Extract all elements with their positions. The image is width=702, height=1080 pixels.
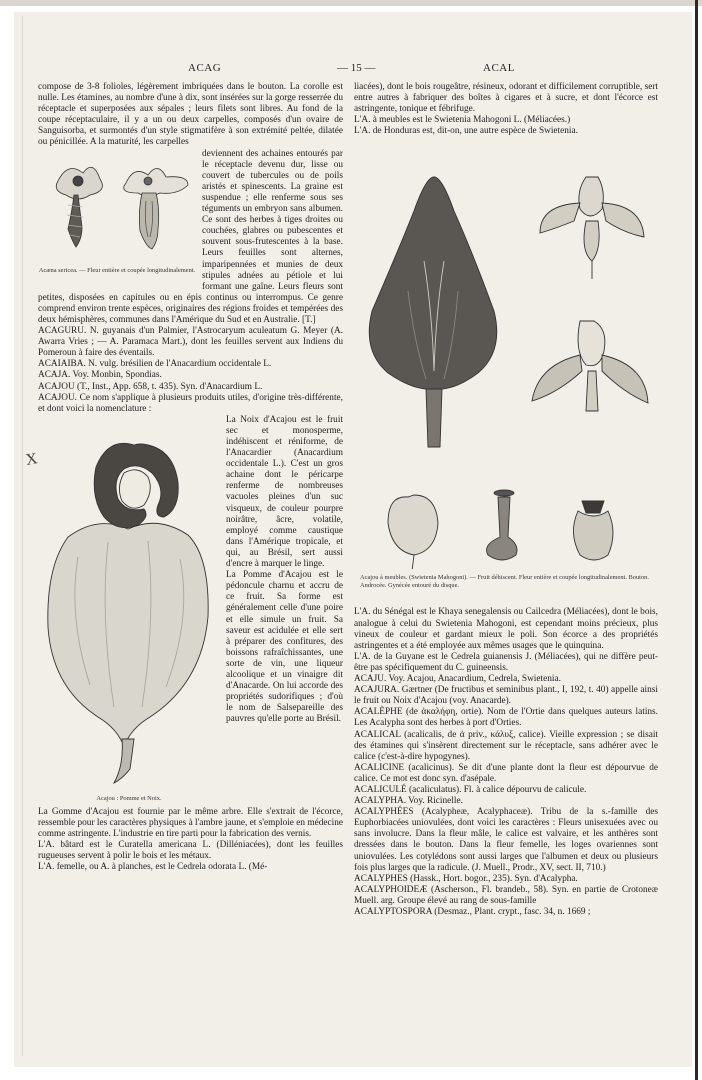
entry-acajura: ACAJURA. Gærtner (De fructibus et seminibus plant., I, 192, t. 40) appelle ainsi le fruit ou Noix d'Acajou (voy. Anacarde). <box>354 685 658 707</box>
entry-acaja: ACAJA. Voy. Monbin, Spondias. <box>38 370 162 381</box>
entry-acajou-products: ACAJOU. Ce nom s'applique à plusieurs produits utiles, d'origine très-différente, et dont voici la nomenclature : <box>38 392 343 414</box>
header-right-word: ACAL <box>483 62 515 74</box>
entry-pomme: La Pomme d'Acajou est le pédoncule charnu et accru de ce fruit. Sa forme est généralement celle d'une poire et elle simule un fruit. Sa saveur est acidulée et elle sert à préparer des confitures, des boissons rafraîchissantes, une sorte de vin, une liqueur alcoolique et un vinaigre dit d'Anacarde. On lui accorde des propriétés sudorifiques ; d'où le nom de Salsepareille des pauvres qu'elle porte au Brésil. <box>226 570 343 725</box>
entry-acalicule: ACALICULÉ (acaliculatus). Fl. à calice dépourvu de calicule. <box>354 784 587 795</box>
left-column <box>38 82 343 873</box>
acajou-figure <box>38 417 220 807</box>
entry-a-honduras: L'A. de Honduras est, dit-on, une autre espèce de Swietenia. <box>354 126 578 137</box>
entry-acalypha: ACALYPHA. Voy. Ricinelle. <box>354 796 463 807</box>
handwritten-margin-mark: X <box>24 450 39 469</box>
entry-acalical: ACALICAL (acalicalis, de ἀ priv., κάλυξ, calice). Vieille expression ; se disait des étamines qui s'insèrent directement sur le réceptacle, sans adhérer avec le calice (c'est-à-dire hypogynes). <box>354 729 658 762</box>
entry-acaju: ACAJU. Voy. Acajou, Anacardium, Cedrela, Swietenia. <box>354 674 561 685</box>
entry-acajou-genus: ACAJOU (T., Inst., App. 658, t. 435). Syn. d'Anacardium L. <box>38 381 263 392</box>
acaena-text-b: deviennent des achaines entourés par le réceptacle devenu dur, lisse ou couvert de tubercules ou de poils aristés et spinescents. La graine est suspendue ; elle renferme sous ses téguments un embryon sans albumen. Ce sont des herbes à tiges droites ou couchées, glabres ou pubescentes et souvent sous-frutescentes à la base. Leurs feuilles sont alternes, imparipennées et munies de deux stipules adnées au pétiole et lui formant une gaîne. Leurs fleurs sont petites, disposées en capitules ou en épis continus ou interrompus. Ce genre comprend environ trente espèces, originaires des régions froides et tempérées des deux hémisphères, communes dans l'Amérique du Sud et en Australie. [T.] <box>38 148 343 325</box>
entry-acaguru: ACAGURU. N. guyanais d'un Palmier, l'Astrocaryum aculeatum G. Meyer (A. Awarra Vries ; — A. Paramaca Mart.), dont les feuilles servent aux Indiens du Pomeroun à faire des éventails. <box>38 326 343 359</box>
right-column <box>354 82 658 918</box>
entry-acalicine: ACALICINE (acalicinus). Se dit d'une plante dont la fleur est dépourvue de calice. Ce mot est donc syn. d'asépale. <box>354 762 658 784</box>
entry-noix: La Noix d'Acajou est le fruit sec et monosperme, indéhiscent et réniforme, de l'Anacardier (Anacardium occidentale L.). C'est un gros achaine dont le péricarpe renferme de nombreuses vacuoles pleines d'un suc visqueux, de couleur pourpre noirâtre, âcre, volatile, employé comme caustique dans l'Amérique tropicale, et qui, au Brésil, sert aussi d'encre à marquer le linge. <box>226 414 343 570</box>
acajou-caption: Acajou : Pomme et Noix. <box>96 794 162 802</box>
entry-acalyphoideae: ACALYPHOIDEÆ (Ascherson., Fl. brandeb., 58). Syn. en partie de Crotoneæ Muell. arg. Groupe élevé au rang de sous-famille <box>354 884 658 906</box>
entry-a-guyane: L'A. de la Guyane est le Cedrela guianensis J. (Méliacées), qui ne diffère peut-être pas spécifiquement du C. guineensis. <box>354 651 658 673</box>
scan-top-edge <box>0 0 702 6</box>
entry-acalephe: ACALÈPHE (de ἀκαλήφη, ortie). Nom de l'Ortie dans quelques auteurs latins. Les Acalypha sont des herbes à port d'Orties. <box>354 707 658 729</box>
running-header <box>38 62 658 76</box>
swietenia-illustration <box>354 141 658 569</box>
acaena-figure <box>38 151 196 281</box>
entry-batard: L'A. bâtard est le Curatella americana L. (Dilléniacées), dont les feuilles rugueuses servent à polir le bois et les métaux. <box>38 840 343 862</box>
entry-gomme: La Gomme d'Acajou est fournie par le même arbre. Elle s'extrait de l'écorce, ressemble pour les caractères physiques à l'ambre jaune, et s'emploie en médecine comme astringente. L'industrie en tire parti pour la fabrication des vernis. <box>38 806 343 839</box>
scan-right-edge <box>695 0 698 1080</box>
entry-a-meubles: L'A. à meubles est le Swietenia Mahogoni L. (Méliacées.) <box>354 115 571 126</box>
header-left-word: ACAG <box>188 62 222 74</box>
page-number: — 15 — <box>337 62 376 74</box>
page-fold-line <box>22 16 23 1056</box>
acaena-text-a: compose de 3-8 folioles, légèrement imbriquées dans le bouton. La corolle est nulle. Les étamines, au nombre d'une à dix, sont insérées sur la gorge resserrée du réceptacle et superposées aux sépales ; leurs filets sont libres. Au fond de la coupe réceptaculaire, il y a un ou deux carpelles, composés d'un ovaire de Sanguisorba, et surmontés d'un style stigmatifère à son extrémité peltée, dilatée ou pénicillée. A la maturité, les carpelles <box>38 82 343 148</box>
entry-femelle: L'A. femelle, ou A. à planches, est le Cedrela odorata L. (Mé- <box>38 862 268 873</box>
swietenia-figure <box>354 141 658 601</box>
acajou-illustration <box>38 417 220 791</box>
entry-cedrela-continued: liacées), dont le bois rougeâtre, résineux, odorant et difficilement corruptible, sert entre autres à fabriquer des boîtes à cigares et à sucre, et dont l'écorce est astringente, tonique et fébrifuge. <box>354 82 658 115</box>
entry-acalyphees: ACALYPHÉES (Acalypheæ, Acalyphaceæ). Tribu de la s.-famille des Euphorbiacées uniovulées, dont voici les caractères : Fleurs unisexuées avec ou sans involucre. Dans la fleur mâle, le calice est valvaire, et les anthères sont dressées dans le bouton. Dans la fleur femelle, les loges ovariennes sont uniovulées. Les cotylédons sont aussi larges que l'albumen et deux ou plusieurs fois plus larges que la radicule. (J. Muell., Prodr., XV, sect. II, 710.) <box>354 807 658 873</box>
acaena-caption: Acæna sericea. — Fleur entière et coupée longitudinalement. <box>38 266 196 274</box>
swietenia-caption: Acajou à meubles. (Swietenia Mahogoni). — Fruit déhiscent. Fleur entière et coupée longitudinalement. Bouton. Androcée. Gynécée entouré du disque. <box>360 573 649 589</box>
entry-acalyphes: ACALYPHES (Hassk., Hort. bogor., 235). Syn. d'Acalypha. <box>354 873 578 884</box>
acaena-illustration <box>38 151 196 263</box>
entry-acaiaiba: ACAIAIBA. N. vulg. brésilien de l'Anacardium occidentale L. <box>38 359 272 370</box>
entry-a-senegal: L'A. du Sénégal est le Khaya senegalensis ou Cailcedra (Méliacées), dont le bois, analogue à celui du Swietenia Mahogoni, est cependant moins précieux, plus vineux de couleur et gardant mieux le poli. Son écorce a des propriétés astringentes et a été employée aux mêmes usages que le quinquina. <box>354 607 658 651</box>
entry-acalyptospora: ACALYPTOSPORA (Desmaz., Plant. crypt., fasc. 34, n. 1669 ; <box>354 907 591 917</box>
